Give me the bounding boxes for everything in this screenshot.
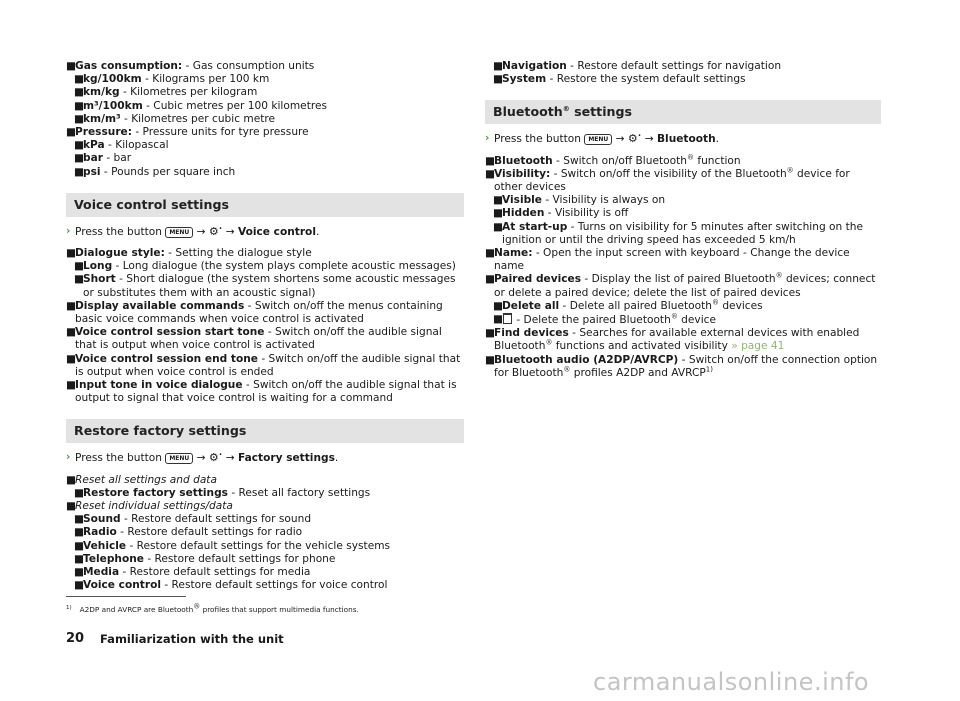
footnote-divider bbox=[66, 596, 186, 597]
list-item: ■ Restore factory settings - Reset all factory settings bbox=[74, 486, 371, 499]
restore-continued-sublist bbox=[493, 60, 881, 86]
list-item: ■ kg/100km - Kilograms per 100 km bbox=[74, 73, 270, 86]
settings-gear-icon: ⚙• bbox=[627, 132, 642, 146]
list-item: ■ Delete all - Delete all paired Bluetooth® devices bbox=[493, 298, 763, 312]
step-arrow-icon: › bbox=[66, 224, 71, 237]
list-item: ■ Sound - Restore default settings for sound bbox=[74, 513, 312, 526]
list-item-paired-devices: ■ Paired devices - Display the list of paired Bluetooth® devices; connect or delete a paired device; delete the list of paired devices bbox=[485, 271, 876, 299]
list-item-pressure: ■ Pressure: - Pressure units for tyre pressure bbox=[66, 126, 309, 139]
instruction-step-factory: › Press the button MENU → ⚙• → Factory settings. bbox=[66, 451, 339, 465]
left-column bbox=[66, 60, 464, 593]
settings-gear-icon: ⚙• bbox=[208, 224, 223, 238]
section-header-voice-control: Voice control settings bbox=[66, 193, 464, 217]
section-header-bluetooth: Bluetooth® settings bbox=[485, 100, 881, 124]
page-footer-title: Familiarization with the unit bbox=[100, 632, 284, 646]
list-item: ■ km/m³ - Kilometres per cubic metre bbox=[74, 112, 276, 125]
list-item: ■ km/kg - Kilometres per kilogram bbox=[74, 86, 258, 99]
list-item: ■ Voice control session start tone - Switch on/off the audible signal that is output when voice control is activated bbox=[66, 326, 442, 352]
list-item: ■ Input tone in voice dialogue - Switch on/off the audible signal that is output to signal that voice control is waiting for a command bbox=[66, 379, 457, 405]
list-item-bluetooth-audio: ■ Bluetooth audio (A2DP/AVRCP) - Switch on/off the connection option for Bluetooth® profiles A2DP and AVRCP$^{1)}$ bbox=[485, 353, 878, 379]
list-item: ■ Vehicle - Restore default settings for the vehicle systems bbox=[74, 539, 391, 552]
list-item: ■ Voice control session end tone - Switch on/off the audible signal that is output when voice control is ended bbox=[66, 352, 461, 378]
reset-all-sublist bbox=[74, 487, 464, 500]
list-item: ■ Display available commands - Switch on/off the menus containing basic voice commands when voice control is activated bbox=[66, 299, 443, 326]
list-item: ■ Navigation - Restore default settings for navigation bbox=[493, 60, 782, 72]
list-item-visibility: ■ Visibility: - Switch on/off the visibility of the Bluetooth® device for other devices bbox=[485, 166, 850, 194]
reset-individual-sublist bbox=[74, 513, 464, 592]
list-item: ■ Radio - Restore default settings for radio bbox=[74, 526, 303, 539]
page-number: 20 bbox=[66, 631, 85, 646]
list-item: ■ Long - Long dialogue (the system plays complete acoustic messages) bbox=[74, 260, 456, 273]
instruction-step-voice: › Press the button MENU → ⚙• → Voice control. bbox=[66, 224, 320, 238]
footnote-reference: 1) bbox=[705, 365, 713, 374]
bullet: ■ bbox=[66, 60, 77, 72]
list-item: ■ Visible - Visibility is always on bbox=[493, 194, 666, 207]
gas-sublist bbox=[74, 73, 464, 126]
paired-sublist bbox=[493, 300, 881, 327]
list-item: ■ Short - Short dialogue (the system shortens some acoustic messages or substitutes them with an acoustic signal) bbox=[74, 273, 456, 299]
right-column bbox=[485, 60, 881, 380]
list-item: ■ - Delete the paired Bluetooth® device bbox=[493, 312, 716, 327]
list-item-dialogue-style: ■ Dialogue style: - Setting the dialogue style bbox=[66, 247, 312, 260]
list-item: ■ Telephone - Restore default settings for phone bbox=[74, 552, 336, 565]
step-arrow-icon: › bbox=[485, 132, 490, 145]
pressure-sublist bbox=[74, 139, 464, 179]
dialogue-sublist bbox=[74, 260, 464, 300]
list-item: ■ System - Restore the system default settings bbox=[493, 73, 746, 86]
list-item-bluetooth: ■ Bluetooth - Switch on/off Bluetooth® function bbox=[485, 153, 741, 167]
list-item-name: ■ Name: - Open the input screen with keyboard - Change the device name bbox=[485, 247, 850, 273]
instruction-step-bluetooth: › Press the button MENU → ⚙• → Bluetooth. bbox=[485, 132, 720, 146]
list-item: ■ bar - bar bbox=[74, 152, 132, 165]
footnote: $^{1)}$ A2DP and AVRCP are Bluetooth® profiles that support multimedia functions. bbox=[66, 602, 359, 614]
settings-gear-icon: ⚙• bbox=[208, 451, 223, 465]
step-arrow-icon: › bbox=[66, 451, 71, 464]
list-item-reset-individual: ■ Reset individual settings/data bbox=[66, 500, 233, 513]
list-item-reset-all: ■ Reset all settings and data bbox=[66, 473, 217, 486]
visibility-sublist bbox=[493, 194, 881, 247]
page-link[interactable]: » page 41 bbox=[731, 340, 785, 353]
list-item: ■ kPa - Kilopascal bbox=[74, 139, 169, 152]
list-item: ■ Hidden - Visibility is off bbox=[493, 207, 629, 220]
trash-icon bbox=[503, 313, 512, 324]
list-item: ■ psi - Pounds per square inch bbox=[74, 165, 236, 178]
list-item: ■ At start-up - Turns on visibility for 5 minutes after switching on the ignition or until the driving speed has exceeded 5 km/h bbox=[493, 220, 864, 246]
list-item-find-devices: ■ Find devices - Searches for available external devices with enabled Bluetooth® functions and activated visibility » page 41 bbox=[485, 327, 860, 353]
section-header-restore-factory: Restore factory settings bbox=[66, 419, 464, 443]
watermark: carmanualsonline.info bbox=[593, 668, 870, 696]
menu-key-icon: MENU bbox=[165, 227, 193, 238]
list-item: ■ m³/100km - Cubic metres per 100 kilometres bbox=[74, 99, 328, 112]
list-item: ■ Voice control - Restore default settings for voice control bbox=[74, 579, 388, 592]
list-item-gas-consumption: ■ Gas consumption: - Gas consumption units bbox=[66, 60, 315, 72]
menu-key-icon: MENU bbox=[584, 134, 612, 145]
menu-key-icon: MENU bbox=[165, 453, 193, 464]
list-item: ■ Media - Restore default settings for media bbox=[74, 566, 311, 579]
